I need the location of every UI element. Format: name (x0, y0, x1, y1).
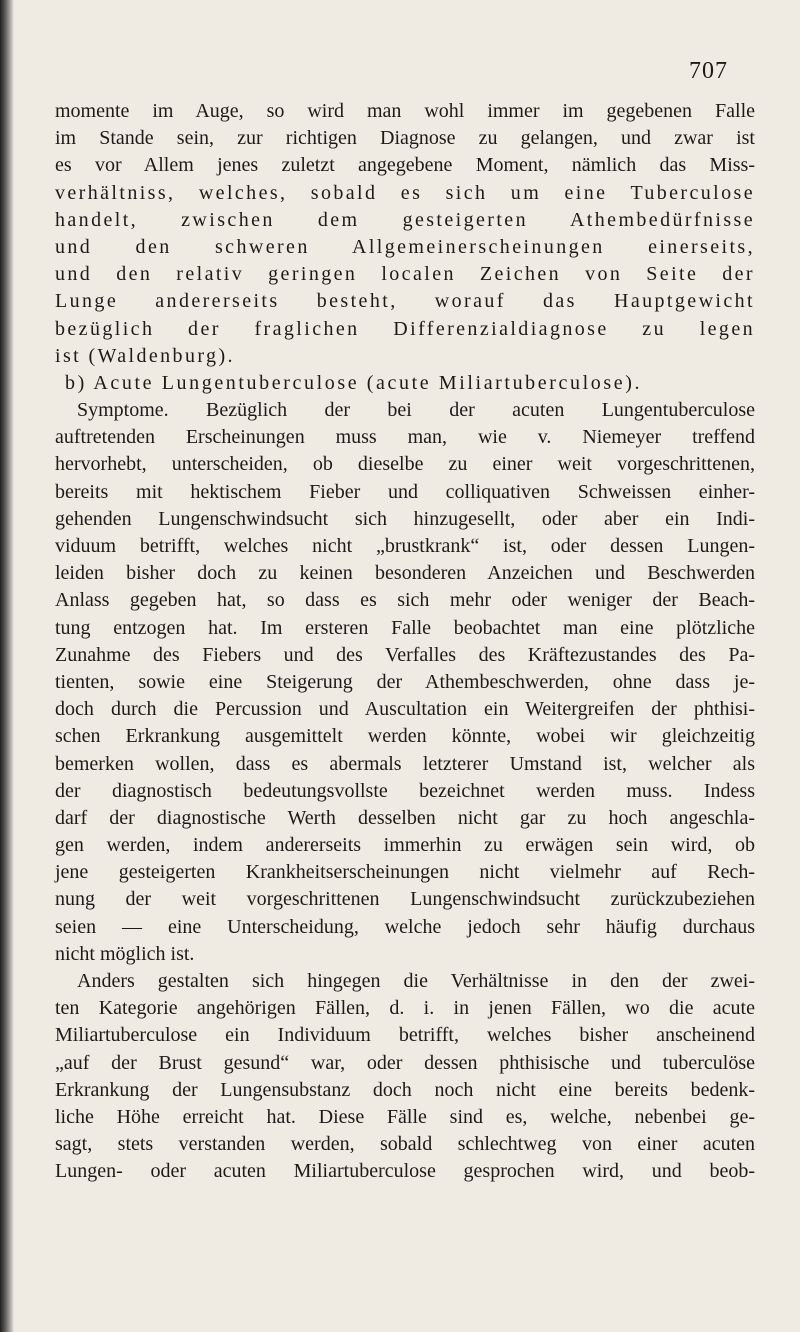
text-line: liche Höhe erreicht hat. Diese Fälle sind es, welche, nebenbei ge- (55, 1105, 755, 1128)
text-line: Anders gestalten sich hingegen die Verhältnisse in den der zwei- (77, 970, 755, 992)
text-line: gehenden Lungenschwindsucht sich hinzugesellt, oder aber ein Indi- (55, 507, 755, 530)
text-line: verhältniss, welches, sobald es sich um eine Tuberculose (55, 181, 755, 204)
text-line: und den schweren Allgemeinerscheinungen einerseits, (55, 235, 755, 258)
text-line: leiden bisher doch zu keinen besonderen Anzeichen und Beschwerden (55, 562, 755, 585)
page-number: 707 (689, 58, 728, 84)
text-line: Miliartuberculose ein Individuum betrifft, welches bisher anscheinend (55, 1024, 755, 1047)
text-line: Lungen- oder acuten Miliartuberculose gesprochen wird, und beob- (55, 1160, 755, 1183)
text-line: nicht möglich ist. (55, 942, 195, 965)
text-line: sagt, stets verstanden werden, sobald schlechtweg von einer acuten (55, 1133, 755, 1156)
text-line: viduum betrifft, welches nicht „brustkrank“ ist, oder dessen Lungen- (55, 535, 755, 557)
text-line: gen werden, indem andererseits immerhin zu erwägen sein wird, ob (55, 834, 755, 857)
text-line: Zunahme des Fiebers und des Verfalles des Kräftezustandes des Pa- (55, 643, 755, 666)
text-line: seien — eine Unterscheidung, welche jedoch sehr häufig durchaus (55, 915, 755, 938)
text-line: hervorhebt, unterscheiden, ob dieselbe zu einer weit vorgeschrittenen, (55, 453, 755, 476)
text-line: auftretenden Erscheinungen muss man, wie v. Niemeyer treffend (55, 426, 755, 449)
text-line: schen Erkrankung ausgemittelt werden könnte, wobei wir gleichzeitig (55, 725, 755, 748)
text-line: doch durch die Percussion und Auscultation ein Weitergreifen der phthisi- (55, 698, 755, 721)
text-line: momente im Auge, so wird man wohl immer im gegebenen Falle (55, 100, 755, 122)
book-binding-edge (0, 0, 14, 1332)
text-line: und den relativ geringen localen Zeichen von Seite der (55, 263, 755, 286)
section-heading: b) Acute Lungentuberculose (acute Miliartuberculose). (65, 371, 643, 394)
text-line: bereits mit hektischem Fieber und colliquativen Schweissen einher- (55, 480, 755, 503)
text-line: darf der diagnostische Werth desselben nicht gar zu hoch angeschla- (55, 806, 755, 829)
text-line: bemerken wollen, dass es abermals letzterer Umstand ist, welcher als (55, 752, 755, 775)
text-line: jene gesteigerten Krankheitserscheinungen nicht vielmehr auf Rech- (55, 861, 755, 884)
text-line: der diagnostisch bedeutungsvollste bezeichnet werden muss. Indess (55, 779, 755, 802)
text-line: Erkrankung der Lungensubstanz doch noch nicht eine bereits bedenk- (55, 1078, 755, 1101)
text-line: es vor Allem jenes zuletzt angegebene Moment, nämlich das Miss- (55, 154, 755, 177)
text-line: bezüglich der fraglichen Differenzialdiagnose zu legen (55, 317, 755, 340)
body-text (55, 98, 755, 1186)
text-line: Lunge andererseits besteht, worauf das Hauptgewicht (55, 290, 755, 313)
text-line: tienten, sowie eine Steigerung der Athembeschwerden, ohne dass je- (55, 670, 755, 693)
text-line: ist (Waldenburg). (55, 344, 235, 367)
text-line: tung entzogen hat. Im ersteren Falle beobachtet man eine plötzliche (55, 616, 755, 639)
text-line: „auf der Brust gesund“ war, oder dessen phthisische und tuberculöse (55, 1051, 755, 1074)
text-line: Symptome. Bezüglich der bei der acuten Lungentuberculose (77, 399, 755, 422)
text-line: nung der weit vorgeschrittenen Lungenschwindsucht zurückzubeziehen (55, 888, 755, 911)
text-line: ten Kategorie angehörigen Fällen, d. i. in jenen Fällen, wo die acute (55, 997, 755, 1020)
text-line: Anlass gegeben hat, so dass es sich mehr oder weniger der Beach- (55, 589, 755, 612)
text-line: handelt, zwischen dem gesteigerten Athembedürfnisse (55, 208, 755, 231)
text-line: im Stande sein, zur richtigen Diagnose zu gelangen, und zwar ist (55, 127, 755, 150)
